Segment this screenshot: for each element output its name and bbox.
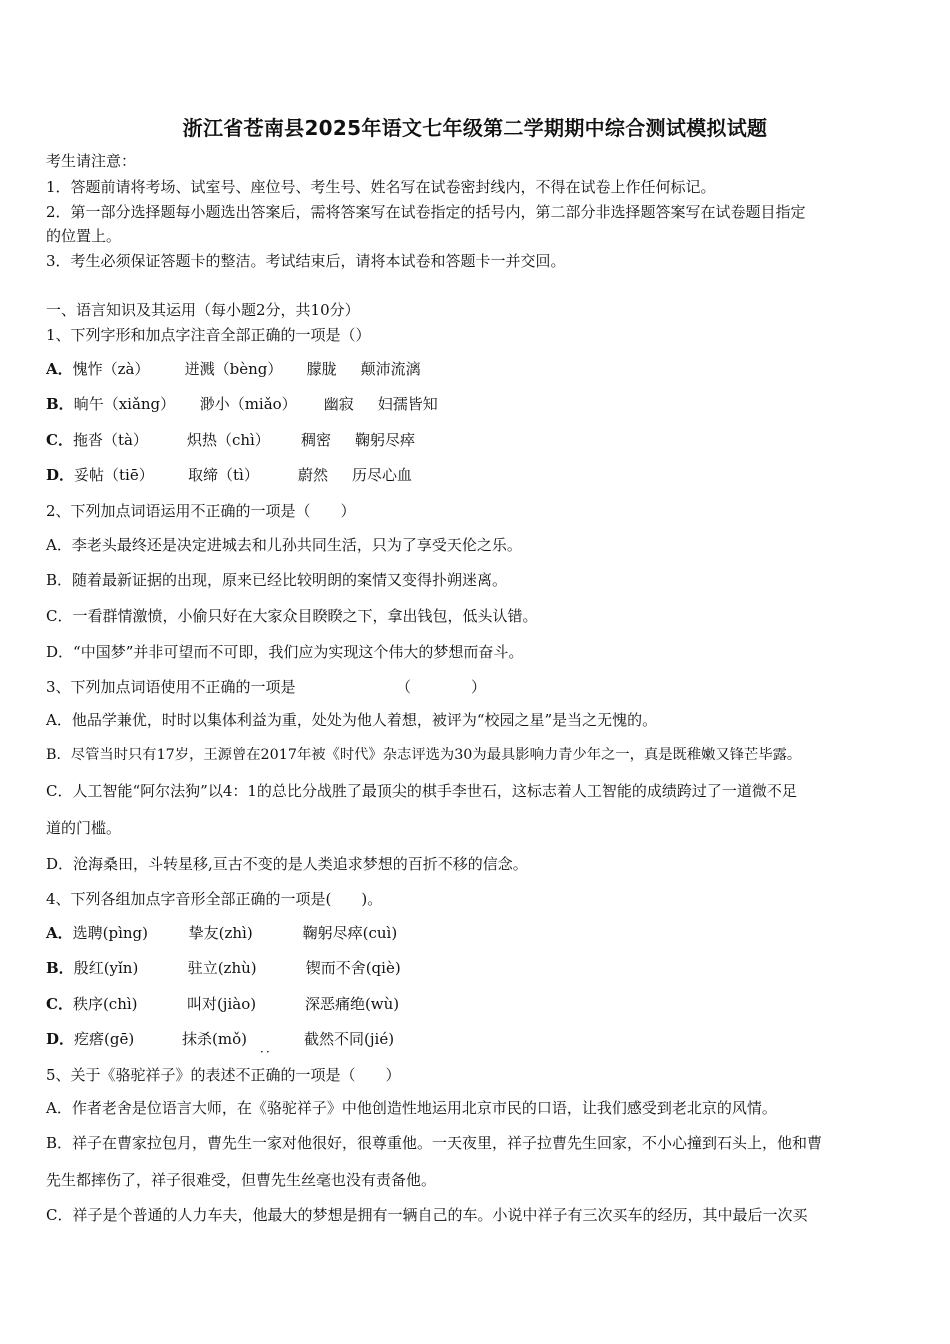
option-line: B．尽管当时只有17岁，王源曾在2017年被《时代》杂志评选为30为最具影响力青少年之一，真是既稚嫩又锋芒毕露。 (46, 747, 802, 763)
option-item: 拖沓（tà） (72, 431, 148, 449)
option-item: 颠沛流漓 (360, 360, 421, 378)
option-item: 蔚然 (298, 466, 329, 484)
option-item: 渺小（miǎo） (199, 395, 297, 413)
notice-item: 2．第一部分选择题每小题选出答案后，需将答案写在试卷指定的括号内，第二部分非选择题答案写在试卷题目指定 (46, 203, 806, 221)
option-item: 截然不同(jié) (304, 1030, 395, 1048)
option-letter: D． (46, 466, 75, 484)
question-stem: 4、下列各组加点字音形全部正确的一项是( )。 (46, 890, 383, 908)
notice-item: 3．考生必须保证答题卡的整洁。考试结束后，请将本试卷和答题卡一并交回。 (46, 252, 566, 270)
page-title: 浙江省苍南县2025年语文七年级第二学期期中综合测试模拟试题 (182, 116, 768, 140)
option-letter: D． (46, 1030, 75, 1048)
option-line: A．作者老舍是位语言大师，在《骆驼祥子》中他创造性地运用北京市民的口语，让我们感受到老北京的风情。 (46, 1099, 777, 1117)
option-item: 历尽心血 (352, 466, 413, 484)
question-stem: 2、下列加点词语运用不正确的一项是（ ） (46, 502, 356, 520)
option-item: 幽寂 (323, 395, 354, 413)
option-line: B．随着最新证据的出现，原来已经比较明朗的案情又变得扑朔迷离。 (46, 571, 508, 589)
option-letter: A． (46, 360, 73, 378)
option-line: D．“中国梦”并非可望而不可即，我们应为实现这个伟大的梦想而奋斗。 (46, 643, 524, 661)
option-item: 疙瘩(gē) (74, 1030, 135, 1048)
option-letter: A． (46, 924, 73, 942)
option-item: 鞠躬尽瘁 (354, 431, 415, 449)
option-item: 选聘(pìng) (72, 924, 149, 942)
option-line: B．祥子在曹家拉包月，曹先生一家对他很好，很尊重他。一天夜里，祥子拉曹先生回家，不小心撞到石头上，他和曹 (46, 1134, 823, 1152)
option-row (46, 994, 399, 1014)
option-item: 驻立(zhù) (187, 959, 257, 977)
question-stem-row (46, 677, 486, 697)
option-item: 妥帖（tiē） (74, 466, 154, 484)
option-line: C．人工智能“阿尔法狗”以4：1的总比分战胜了最顶尖的棋手李世石，这标志着人工智能的成绩跨过了一道微不足 (46, 782, 797, 800)
answer-paren: （ ） (396, 678, 487, 696)
option-row (46, 394, 438, 414)
option-item: 愧怍（zà） (72, 360, 150, 378)
option-item: 挚友(zhì) (188, 924, 253, 942)
option-item: 鞠躬尽瘁(cuì) (302, 924, 398, 942)
option-line: A．李老头最终还是决定进城去和儿孙共同生活，只为了享受天伦之乐。 (46, 536, 522, 554)
question-stem: 5、关于《骆驼祥子》的表述不正确的一项是（ ） (46, 1066, 401, 1084)
option-item: 锲而不舍(qiè) (305, 959, 401, 977)
option-letter: C． (46, 431, 73, 449)
option-row (46, 958, 401, 978)
option-line: C．一看群情激愤，小偷只好在大家众目睽睽之下，拿出钱包，低头认错。 (46, 607, 538, 625)
emphasis-dots: ．． (260, 1041, 279, 1055)
option-line: 道的门槛。 (46, 819, 122, 837)
option-row (46, 359, 421, 379)
option-letter: C． (46, 995, 73, 1013)
option-line: D．沧海桑田，斗转星移,亘古不变的是人类追求梦想的百折不移的信念。 (46, 855, 528, 873)
option-letter: B． (46, 959, 74, 977)
option-row (46, 1029, 394, 1049)
option-item: 晌午（xiǎng） (73, 395, 176, 413)
option-row (46, 923, 397, 943)
option-line: 先生都摔伤了，祥子很难受，但曹先生丝毫也没有责备他。 (46, 1171, 437, 1189)
question-stem: 3、下列加点词语使用不正确的一项是 (46, 678, 296, 696)
option-item: 稠密 (300, 431, 331, 449)
option-item: 取缔（tì） (188, 466, 259, 484)
option-item: 秩序(chì) (72, 995, 138, 1013)
option-item: 朦胧 (306, 360, 337, 378)
option-item: 深恶痛绝(wù) (304, 995, 400, 1013)
notice-item: 1．答题前请将考场、试室号、座位号、考生号、姓名写在试卷密封线内，不得在试卷上作任何标记。 (46, 178, 716, 196)
option-line: A．他品学兼优，时时以集体利益为重，处处为他人着想，被评为“校园之星”是当之无愧的。 (46, 711, 658, 729)
option-item: 妇孺皆知 (377, 395, 438, 413)
section-heading: 一、语言知识及其运用（每小题2分，共10分） (46, 301, 360, 319)
option-item: 迸溅（bèng） (184, 360, 283, 378)
option-letter: B． (46, 395, 74, 413)
option-item: 殷红(yǐn) (73, 959, 139, 977)
notice-item: 的位置上。 (46, 227, 122, 245)
option-row (46, 430, 415, 450)
option-item: 抹杀(mǒ) (182, 1030, 247, 1048)
option-item: 炽热（chì） (186, 431, 270, 449)
option-item: 叫对(jiào) (186, 995, 257, 1013)
notice-heading: 考生请注意： (46, 152, 137, 170)
option-line: C．祥子是个普通的人力车夫，他最大的梦想是拥有一辆自己的车。小说中祥子有三次买车的经历，其中最后一次买 (46, 1206, 808, 1224)
option-row (46, 465, 412, 485)
question-stem: 1、下列字形和加点字注音全部正确的一项是（） (46, 326, 371, 344)
